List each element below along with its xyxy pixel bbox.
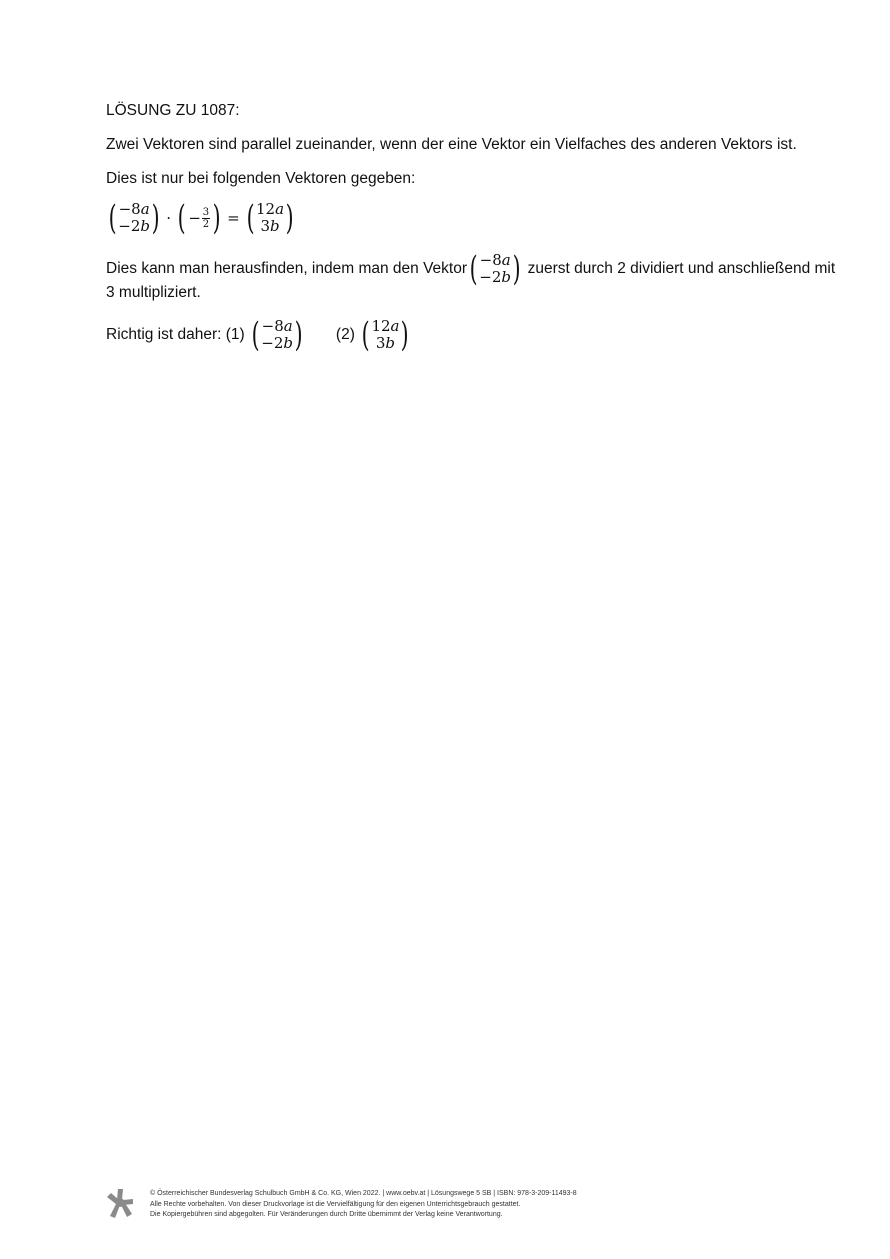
dot-operator: · (166, 209, 172, 227)
vector-1-top: −8a (118, 200, 150, 218)
explanation-text-before: Dies kann man herausfinden, indem man den Vektor (106, 260, 468, 278)
vector-2-bottom: 3b (260, 217, 280, 235)
vector-equation: ( −8a −2b ) · ( − $\frac{3}{2}$ ) = ( 12a 3b ) (108, 198, 294, 238)
vector-2 (256, 201, 284, 235)
solution-heading: LÖSUNG ZU 1087: (106, 102, 240, 119)
minus-sign: − (188, 209, 201, 227)
answer-vector-2-bottom: 3b (375, 334, 396, 352)
vector-2-top: 12a (256, 200, 285, 218)
fraction-denominator: 2 (202, 218, 210, 230)
paragraph-definition: Zwei Vektoren sind parallel zueinander, wenn der eine Vektor ein Vielfaches des anderen Vektors ist. (106, 136, 797, 153)
answer-vector-1-top: −8a (261, 317, 293, 335)
footer-line-2: Alle Rechte vorbehalten. Von dieser Druckvorlage ist die Vervielfältigung für den eigenen Unterrichtsgebrauch gestattet. (150, 1200, 521, 1208)
answer-prefix: Richtig ist daher: (1) (106, 326, 245, 344)
scalar-fraction (202, 207, 210, 230)
paragraph-condition: Dies ist nur bei folgenden Vektoren gegeben: (106, 170, 416, 187)
paragraph-explanation-line2: 3 multipliziert. (106, 284, 201, 301)
explanation-vector-top: −8a (479, 251, 511, 269)
explanation-text-after: zuerst durch 2 dividiert und anschließend mit (527, 260, 836, 278)
paragraph-explanation: Dies kann man herausfinden, indem man den Vektor ( −8a −2b ) zuerst durch 2 dividiert und anschließend mit (106, 249, 836, 289)
answer-label-2: (2) (335, 326, 355, 344)
equals-sign: = (227, 209, 240, 227)
footer-line-1: © Österreichischer Bundesverlag Schulbuch GmbH & Co. KG, Wien 2022. | www.oebv.at | Lösungswege 5 SB | ISBN: 978-3-209-11493-8 (150, 1190, 577, 1197)
page-footer (105, 1188, 805, 1228)
explanation-vector-bottom: −2b (479, 268, 512, 286)
answer-vector-1-bottom: −2b (261, 334, 294, 352)
answer-vector-2 (371, 318, 399, 352)
footer-line-3: Die Kopiergebühren sind abgegolten. Für Veränderungen durch Dritte übernimmt der Verlag keine Verantwortung. (150, 1211, 503, 1218)
explanation-vector (479, 252, 511, 286)
publisher-logo-icon (105, 1188, 135, 1220)
answer-line: Richtig ist daher: (1) ( −8a −2b ) (2) ( 12a 3b ) (106, 315, 410, 355)
fraction-numerator: 3 (202, 206, 210, 218)
vector-1 (118, 201, 150, 235)
answer-vector-1 (261, 318, 293, 352)
vector-1-bottom: −2b (118, 217, 150, 235)
copyright-notice (150, 1189, 577, 1221)
answer-vector-2-top: 12a (371, 317, 400, 335)
